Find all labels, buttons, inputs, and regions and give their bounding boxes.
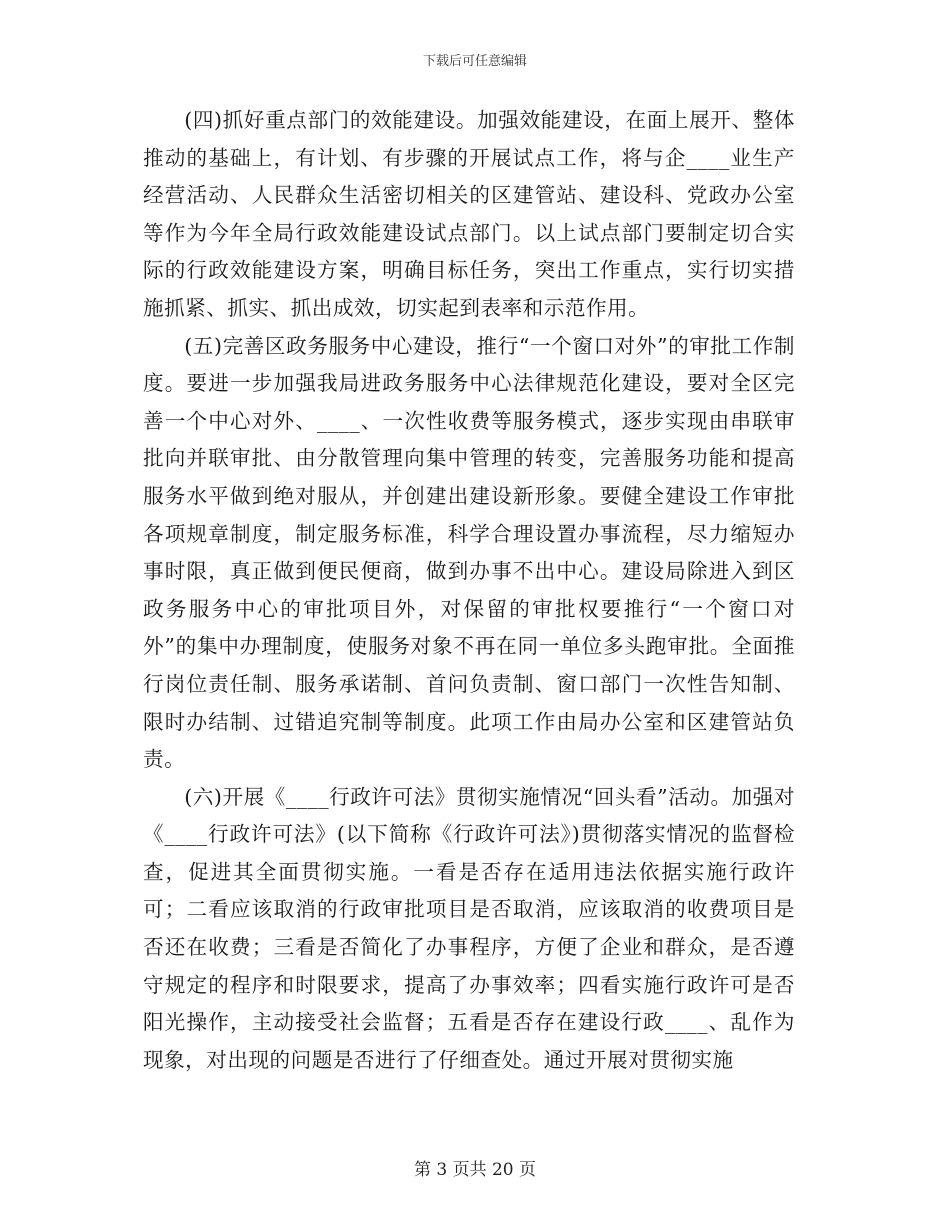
- page-number-footer: 第 3 页共 20 页: [413, 1160, 537, 1180]
- document-body: [143, 102, 795, 1079]
- page-header-note: 下载后可任意编辑: [422, 54, 527, 69]
- paragraph-section-5: (五)完善区政务服务中心建设，推行“一个窗口对外”的审批工作制度。要进一步加强我局进政务服务中心法律规范化建设，要对全区完善一个中心对外、____、一次性收费等服务模式，逐步实现由串联审批向并联审批、由分散管理向集中管理的转变，完善服务功能和提高服务水平做到绝对服从，并创建出建设新形象。要健全建设工作审批各项规章制度，制定服务标准，科学合理设置办事流程，尽力缩短办事时限，真正做到便民便商，做到办事不出中心。建设局除进入到区政务服务中心的审批项目外，对保留的审批权要推行“一个窗口对外”的集中办理制度，使服务对象不再在同一单位多头跑审批。全面推行岗位责任制、服务承诺制、首问负责制、窗口部门一次性告知制、限时办结制、过错追究制等制度。此项工作由局办公室和区建管站负责。: [143, 333, 795, 772]
- paragraph-section-4: (四)抓好重点部门的效能建设。加强效能建设，在面上展开、整体推动的基础上，有计划、有步骤的开展试点工作，将与企____业生产经营活动、人民群众生活密切相关的区建管站、建设科、党政办公室等作为今年全局行政效能建设试点部门。以上试点部门要制定切合实际的行政效能建设方案，明确目标任务，突出工作重点，实行切实措施抓紧、抓实、抓出成效，切实起到表率和示范作用。: [143, 108, 795, 320]
- paragraph-section-6: (六)开展《____行政许可法》贯彻实施情况“回头看”活动。加强对《____行政许可法》(以下简称《行政许可法》)贯彻落实情况的监督检查，促进其全面贯彻实施。一看是否存在适用违法依据实施行政许可；二看应该取消的行政审批项目是否取消，应该取消的收费项目是否还在收费；三看是否简化了办事程序，方便了企业和群众，是否遵守规定的程序和时限要求，提高了办事效率；四看实施行政许可是否阳光操作，主动接受社会监督；五看是否存在建设行政____、乱作为现象，对出现的问题是否进行了仔细查处。通过开展对贯彻实施: [143, 784, 795, 1072]
